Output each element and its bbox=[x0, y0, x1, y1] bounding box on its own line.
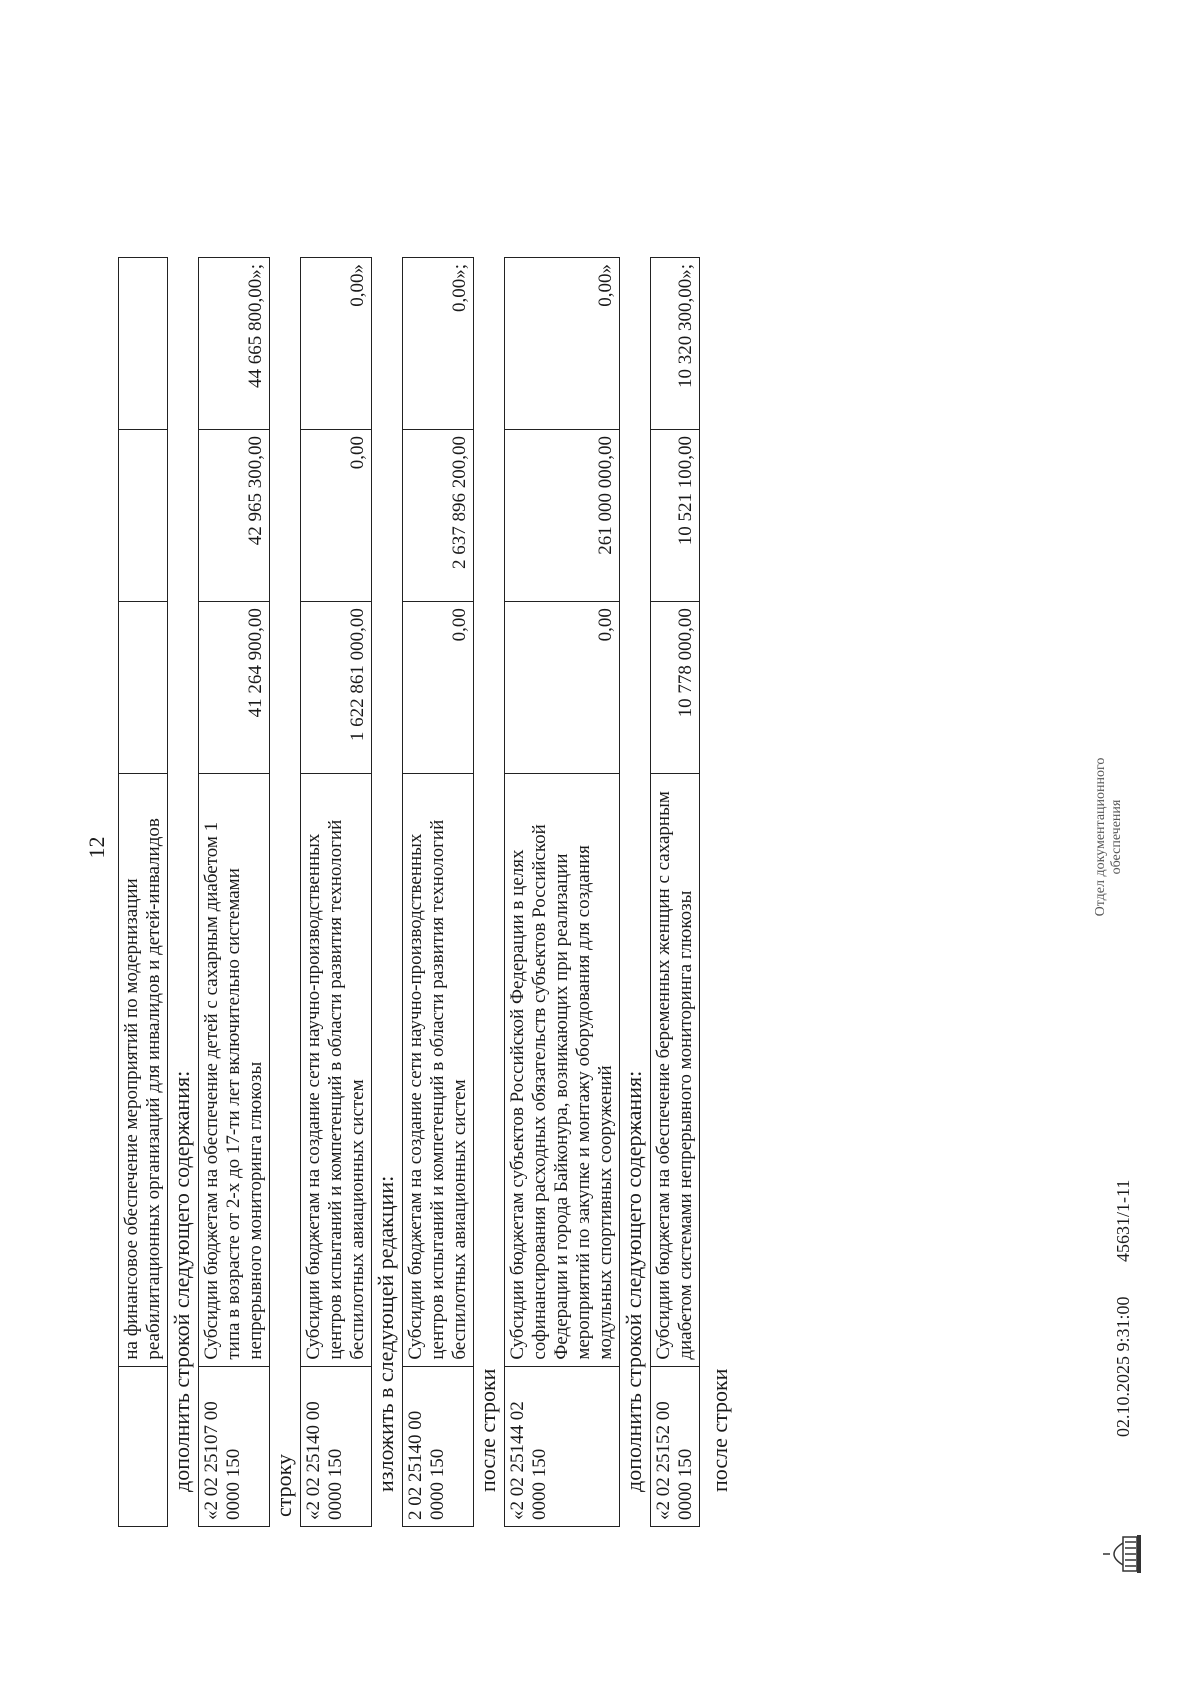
row-name: Субсидии бюджетам на создание сети научно-производственных центров испытаний и компетенций в области развития технологий беспилотных авиационных систем bbox=[403, 774, 474, 1367]
row-name: Субсидии бюджетам на создание сети научно-производственных центров испытаний и компетенций в области развития технологий беспилотных авиационных систем bbox=[301, 774, 372, 1367]
budget-table-fragment-2 bbox=[300, 257, 372, 1527]
instruction-restate: изложить в следующей редакции: bbox=[373, 1175, 398, 1492]
table-row bbox=[403, 258, 474, 1527]
budget-table-fragment-5 bbox=[650, 257, 700, 1527]
row-amount-2025: 10 778 000,00 bbox=[651, 602, 700, 774]
row-amount-2026: 42 965 300,00 bbox=[199, 430, 270, 602]
instruction-row: строку bbox=[271, 1453, 296, 1517]
row-amount-2025: 41 264 900,00 bbox=[199, 602, 270, 774]
row-code: «2 02 25107 00 0000 150 bbox=[199, 1366, 270, 1526]
row-amount-2026: 0,00 bbox=[301, 430, 372, 602]
instruction-after-row: после строки bbox=[475, 1368, 500, 1492]
row-code: «2 02 25144 02 0000 150 bbox=[505, 1366, 620, 1526]
stamp-line: Отдел документационного bbox=[1093, 757, 1108, 917]
budget-table-fragment-4 bbox=[504, 257, 620, 1527]
row-code bbox=[119, 1366, 168, 1526]
table-row bbox=[505, 258, 620, 1527]
row-amount-2027 bbox=[119, 258, 168, 430]
budget-table-fragment-3 bbox=[402, 257, 474, 1527]
row-amount-2026: 261 000 000,00 bbox=[505, 430, 620, 602]
table-row bbox=[651, 258, 700, 1527]
row-amount-2027: 44 665 800,00»; bbox=[199, 258, 270, 430]
duma-building-icon bbox=[1099, 1531, 1145, 1577]
footer-datetime: 02.10.2025 9:31:00 bbox=[1113, 1296, 1133, 1437]
table-row bbox=[119, 258, 168, 1527]
row-name: Субсидии бюджетам субъектов Российской Федерации в целях софинансирования расходных обязательств субъектов Российской Федерации и города Байконура, возникающих при реализации мероприятий по закупке и монтажу оборудования для создания модульных спортивных сооружений bbox=[505, 774, 620, 1367]
row-amount-2027: 10 320 300,00»; bbox=[651, 258, 700, 430]
instruction-add-row: дополнить строкой следующего содержания: bbox=[621, 1070, 646, 1492]
instruction-add-row: дополнить строкой следующего содержания: bbox=[169, 1070, 194, 1492]
row-amount-2026: 2 637 896 200,00 bbox=[403, 430, 474, 602]
instruction-after-row: после строки bbox=[707, 1368, 732, 1492]
row-name: на финансовое обеспечение мероприятий по модернизации реабилитационных организаций для инвалидов и детей-инвалидов bbox=[119, 774, 168, 1367]
row-code: 2 02 25140 00 0000 150 bbox=[403, 1366, 474, 1526]
table-row bbox=[301, 258, 372, 1527]
row-amount-2026: 10 521 100,00 bbox=[651, 430, 700, 602]
row-code: «2 02 25152 00 0000 150 bbox=[651, 1366, 700, 1526]
document-footer bbox=[1085, 477, 1165, 1577]
row-name: Субсидии бюджетам на обеспечение детей с сахарным диабетом 1 типа в возрасте от 2-х до 17-ти лет включительно системами непрерывного мониторинга глюкозы bbox=[199, 774, 270, 1367]
row-amount-2027: 0,00» bbox=[301, 258, 372, 430]
row-code: «2 02 25140 00 0000 150 bbox=[301, 1366, 372, 1526]
footer-document-id: 45631/1-11 bbox=[1113, 1179, 1133, 1262]
budget-table-fragment-1 bbox=[198, 257, 270, 1527]
budget-table-fragment-0 bbox=[118, 257, 168, 1527]
row-amount-2027: 0,00»; bbox=[403, 258, 474, 430]
table-row bbox=[199, 258, 270, 1527]
document-content bbox=[118, 257, 736, 1527]
row-amount-2027: 0,00» bbox=[505, 258, 620, 430]
department-stamp bbox=[1093, 737, 1125, 937]
row-amount-2025 bbox=[119, 602, 168, 774]
stamp-line: обеспечения bbox=[1109, 799, 1124, 875]
row-amount-2025: 0,00 bbox=[505, 602, 620, 774]
row-amount-2025: 1 622 861 000,00 bbox=[301, 602, 372, 774]
row-name: Субсидии бюджетам на обеспечение беременных женщин с сахарным диабетом системами непрерывного мониторинга глюкозы bbox=[651, 774, 700, 1367]
row-amount-2025: 0,00 bbox=[403, 602, 474, 774]
page-number: 12 bbox=[84, 836, 109, 859]
row-amount-2026 bbox=[119, 430, 168, 602]
